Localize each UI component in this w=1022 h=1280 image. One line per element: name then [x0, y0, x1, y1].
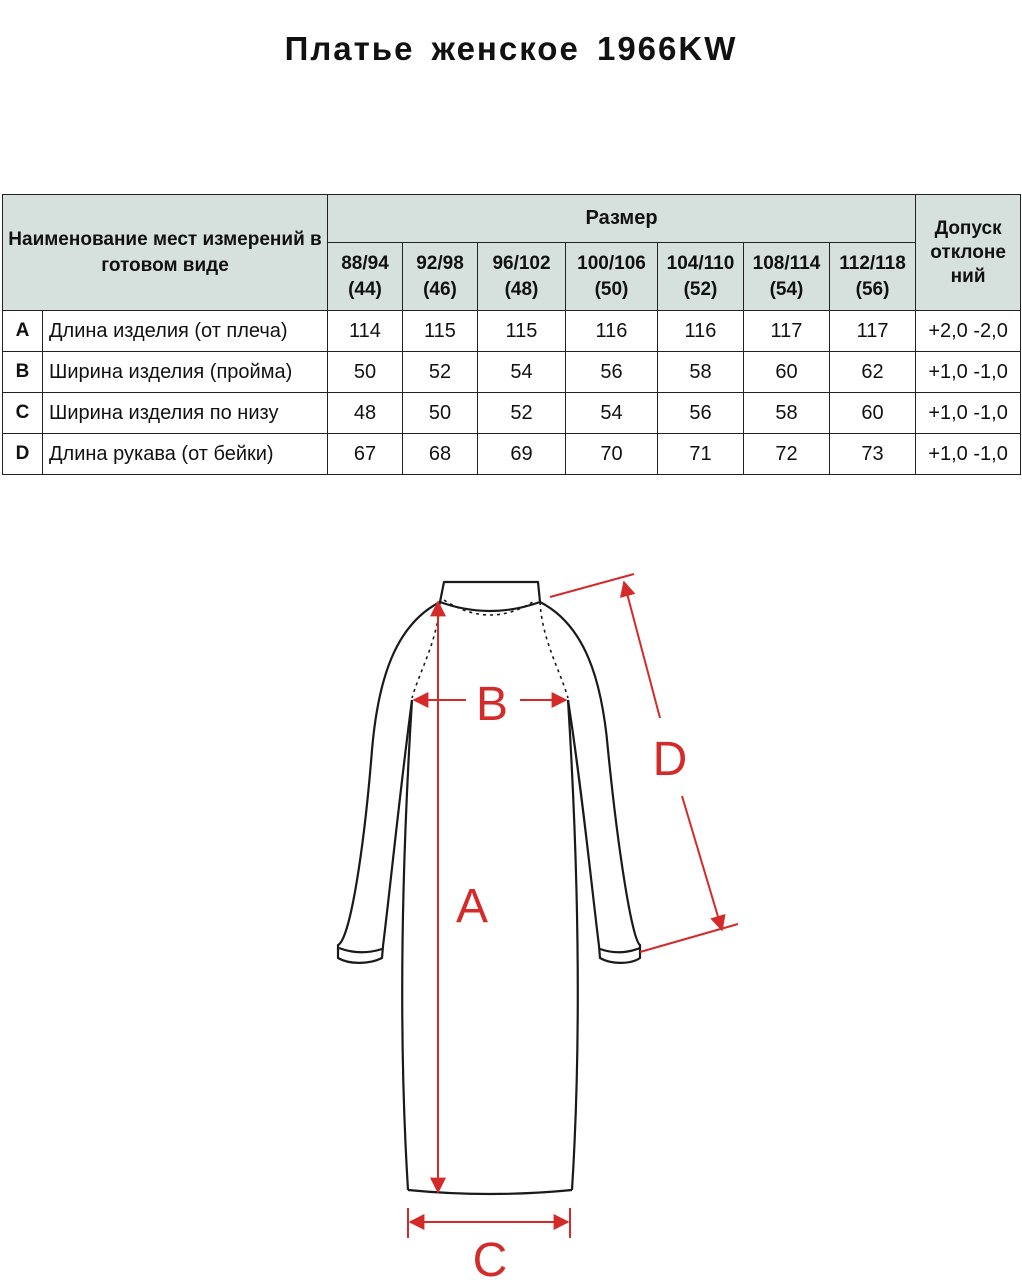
- measurement-value: 62: [830, 352, 916, 393]
- right-cuff-line: [600, 948, 640, 952]
- measurement-value: 67: [328, 434, 403, 475]
- measurement-code: B: [3, 352, 43, 393]
- size-main-label: 88/94: [341, 252, 389, 274]
- measurement-label: Длина изделия (от плеча): [43, 311, 328, 352]
- measure-d-line-bottom: [682, 796, 722, 930]
- measurement-value: 50: [403, 393, 478, 434]
- measurement-code: A: [3, 311, 43, 352]
- size-column-header: [478, 243, 566, 311]
- measurement-value: 48: [328, 393, 403, 434]
- measurement-value: 72: [744, 434, 830, 475]
- size-ru-label: (46): [423, 278, 457, 300]
- size-column-header: [328, 243, 403, 311]
- measurement-value: 69: [478, 434, 566, 475]
- measurement-value: 70: [566, 434, 658, 475]
- size-ru-label: (52): [683, 278, 718, 300]
- size-main-label: 100/106: [577, 252, 646, 274]
- measurement-tolerance: +1,0 -1,0: [916, 434, 1021, 475]
- measurement-value: 115: [403, 311, 478, 352]
- measurement-tolerance: +1,0 -1,0: [916, 352, 1021, 393]
- left-cuff-line: [339, 948, 382, 952]
- measure-d-ext-bottom: [640, 924, 738, 952]
- tolerance-header: Допуск отклоне ний: [916, 195, 1021, 311]
- measurement-value: 71: [658, 434, 744, 475]
- size-ru-label: (56): [855, 278, 890, 300]
- measurement-value: 56: [658, 393, 744, 434]
- measurement-value: 68: [403, 434, 478, 475]
- size-column-header: [403, 243, 478, 311]
- body-right-side: [568, 700, 578, 1190]
- measurement-value: 58: [658, 352, 744, 393]
- table-row: [3, 393, 1021, 434]
- size-ru-label: (50): [594, 278, 629, 300]
- measurement-name-header: Наименование мест измерений в готовом виде: [3, 195, 328, 311]
- measure-b-label: B: [475, 678, 509, 731]
- measurement-value: 116: [566, 311, 658, 352]
- measurement-value: 54: [566, 393, 658, 434]
- measurement-code: D: [3, 434, 43, 475]
- measurement-value: 73: [830, 434, 916, 475]
- measurement-value: 60: [830, 393, 916, 434]
- measure-a-label: A: [455, 880, 489, 933]
- table-row: [3, 352, 1021, 393]
- dress-diagram: [0, 560, 1022, 1280]
- size-column-header: [658, 243, 744, 311]
- measurement-value: 54: [478, 352, 566, 393]
- size-column-header: [744, 243, 830, 311]
- measurement-value: 60: [744, 352, 830, 393]
- measurement-value: 117: [830, 311, 916, 352]
- measure-d-label: D: [652, 733, 688, 786]
- size-ru-label: (54): [769, 278, 804, 300]
- measurement-value: 50: [328, 352, 403, 393]
- size-main-label: 112/118: [839, 252, 906, 274]
- size-ru-label: (44): [348, 278, 382, 300]
- size-column-header: [566, 243, 658, 311]
- measure-d-ext-top: [550, 574, 634, 597]
- table-row: [3, 311, 1021, 352]
- measure-d-line-top: [624, 582, 660, 718]
- measurement-value: 56: [566, 352, 658, 393]
- measurement-tolerance: +1,0 -1,0: [916, 393, 1021, 434]
- measurement-label: Длина рукава (от бейки): [43, 434, 328, 475]
- measure-c-label: C: [472, 1234, 508, 1280]
- measurement-code: C: [3, 393, 43, 434]
- measurement-label: Ширина изделия (пройма): [43, 352, 328, 393]
- measurement-tolerance: +2,0 -2,0: [916, 311, 1021, 352]
- measurement-value: 115: [478, 311, 566, 352]
- page-title: Платье женское 1966KW: [284, 30, 738, 67]
- size-main-label: 104/110: [666, 252, 735, 274]
- size-main-label: 108/114: [752, 252, 821, 274]
- measurement-value: 117: [744, 311, 830, 352]
- right-sleeve-outline: [540, 602, 640, 963]
- measurement-value: 114: [328, 311, 403, 352]
- table-row: [3, 434, 1021, 475]
- size-ru-label: (48): [504, 278, 539, 300]
- size-header: Размер: [328, 195, 916, 243]
- size-main-label: 96/102: [492, 252, 551, 274]
- measurement-value: 52: [403, 352, 478, 393]
- measurement-value: 52: [478, 393, 566, 434]
- size-main-label: 92/98: [416, 252, 464, 274]
- size-chart-table: [2, 194, 1021, 475]
- measurement-value: 58: [744, 393, 830, 434]
- hem-line: [408, 1190, 572, 1194]
- measurement-value: 116: [658, 311, 744, 352]
- measurement-label: Ширина изделия по низу: [43, 393, 328, 434]
- left-sleeve-outline: [338, 602, 440, 963]
- size-column-header: [830, 243, 916, 311]
